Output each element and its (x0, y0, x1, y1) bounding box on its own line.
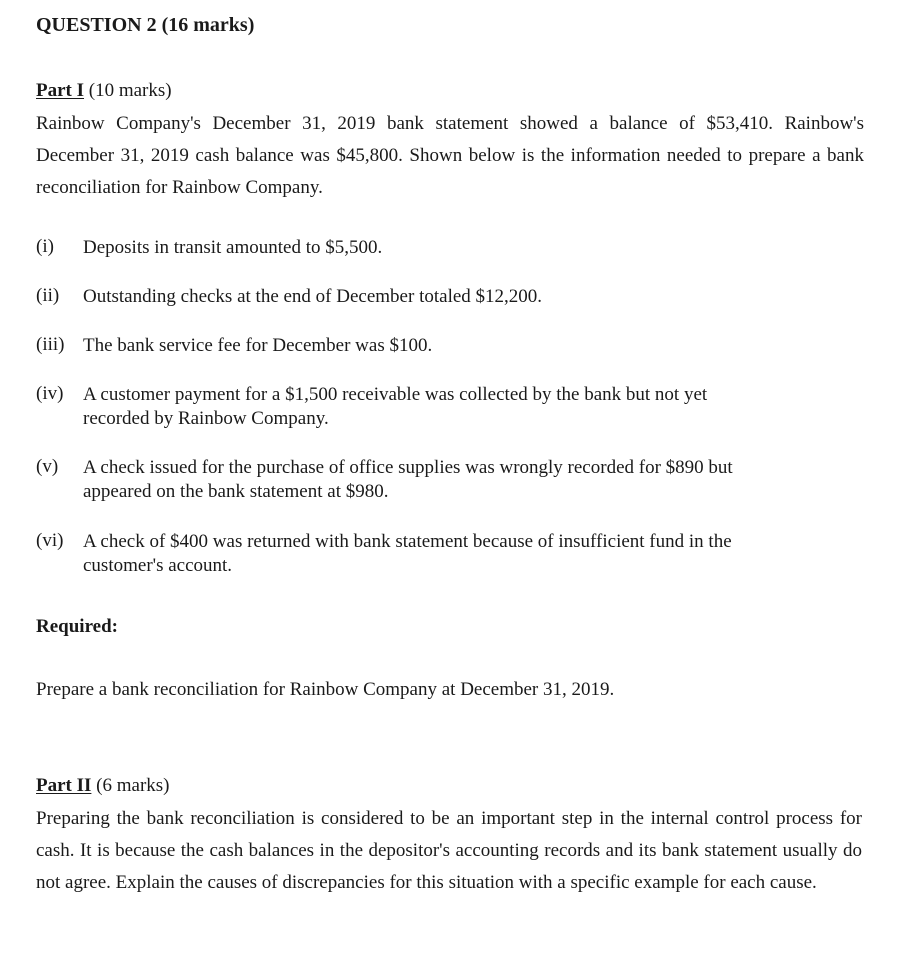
item-number: (vi) (36, 530, 64, 551)
item-text: The bank service fee for December was $100. (83, 335, 433, 356)
part1-marks: (10 marks) (88, 80, 172, 101)
item-text: A customer payment for a $1,500 receivable was collected by the bank but not yet recorded by Rainbow Company. (83, 384, 708, 429)
required-text: Prepare a bank reconciliation for Rainbow Company at December 31, 2019. (36, 679, 615, 700)
part1-intro: Rainbow Company's December 31, 2019 bank statement showed a balance of $53,410. Rainbow's December 31, 2019 cash balance was $45,800. Shown below is the information needed to prepare a bank reconciliation for Rainbow Company. (36, 113, 864, 198)
item-number: (iii) (36, 334, 65, 355)
item-text: A check issued for the purchase of office supplies was wrongly recorded for $890 but appeared on the bank statement at $980. (83, 457, 733, 502)
item-text: A check of $400 was returned with bank statement because of insufficient fund in the customer's account. (83, 531, 732, 576)
part2-label: Part II (36, 775, 92, 796)
item-number: (i) (36, 236, 54, 257)
item-text: Outstanding checks at the end of December totaled $12,200. (83, 286, 543, 307)
item-number: (ii) (36, 285, 60, 306)
part2-marks: (6 marks) (96, 775, 170, 796)
part1-label: Part I (36, 80, 85, 101)
item-text: Deposits in transit amounted to $5,500. (83, 237, 383, 258)
part1-title (36, 80, 172, 102)
part2-text: Preparing the bank reconciliation is considered to be an important step in the internal control process for cash. It is because the cash balances in the depositor's accounting records and its bank statement usually do not agree. Explain the causes of discrepancies for this situation with a specific example for each cause. (36, 808, 862, 893)
question-heading: QUESTION 2 (16 marks) (36, 14, 255, 36)
part2-title (36, 775, 170, 797)
item-number: (iv) (36, 383, 64, 404)
item-number: (v) (36, 456, 59, 477)
required-label: Required: (36, 616, 118, 637)
